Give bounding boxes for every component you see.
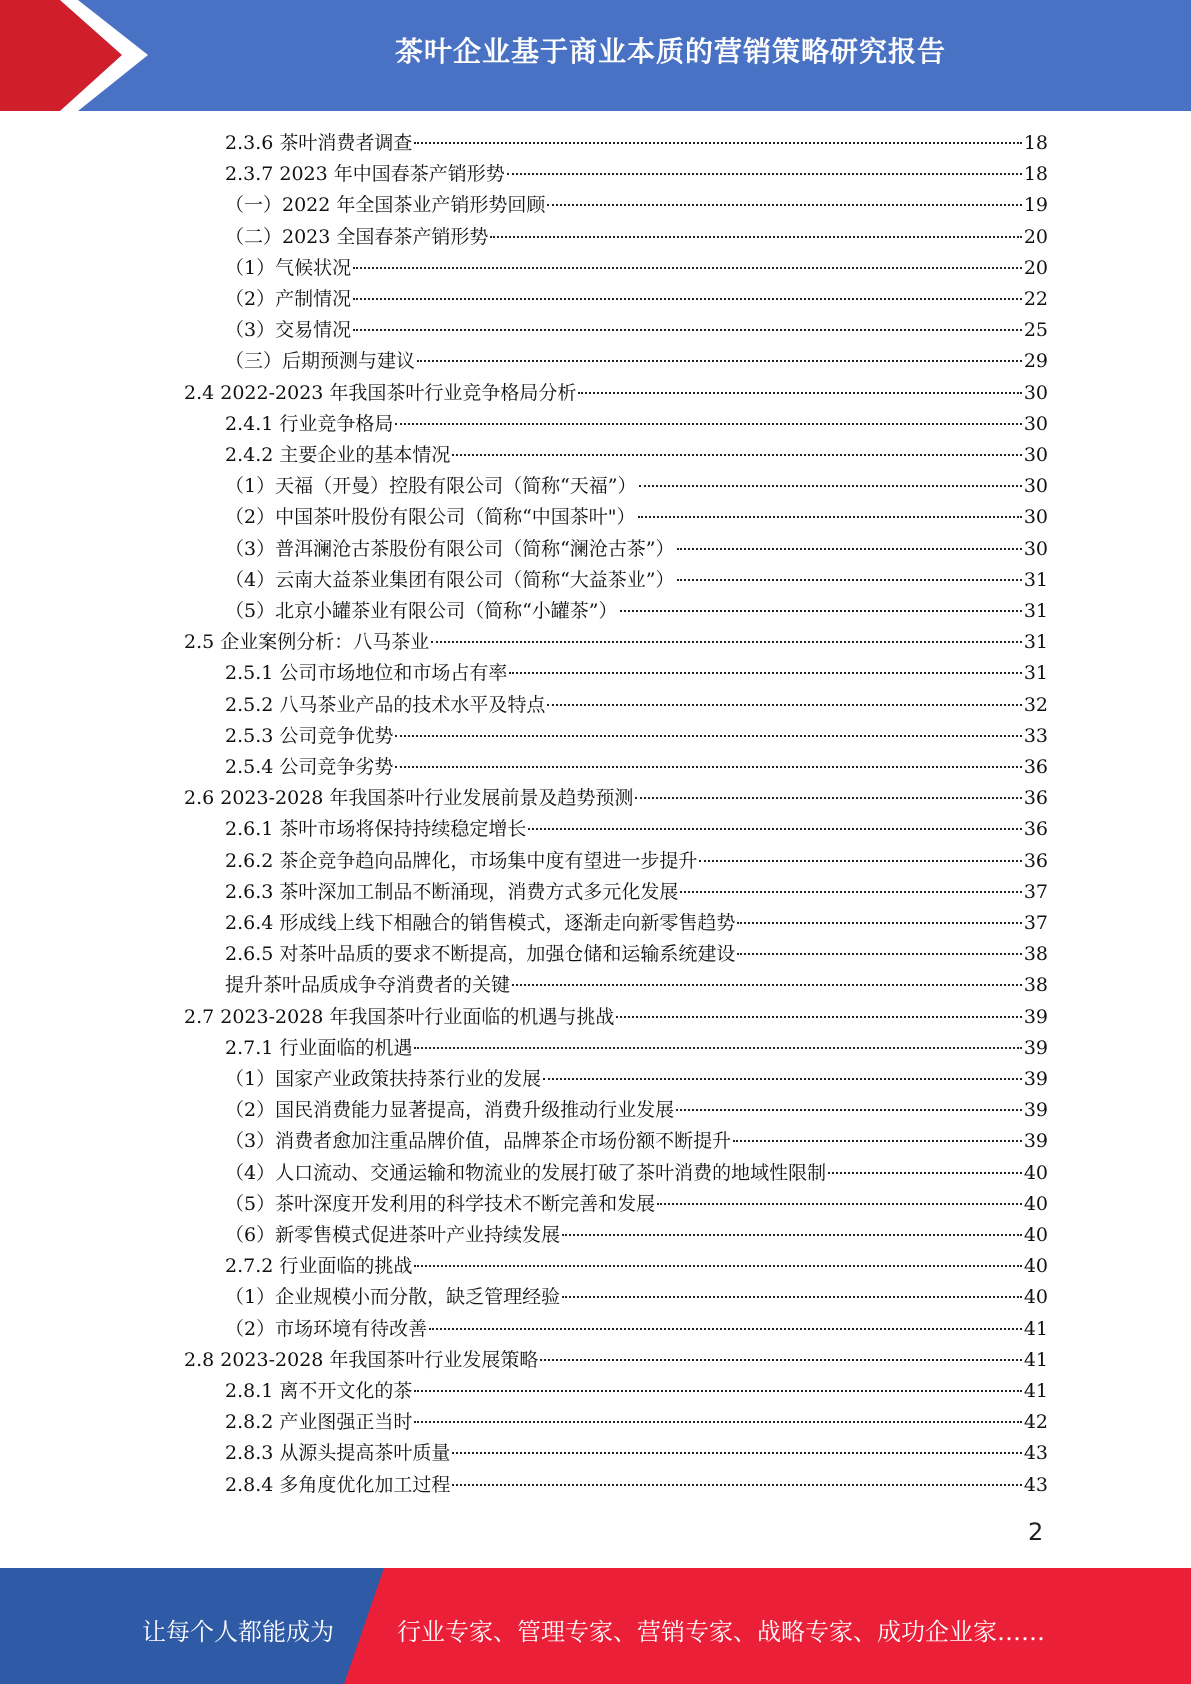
toc-entry-title: （3）消费者愈加注重品牌价值，品牌茶企市场份额不断提升	[225, 1130, 732, 1153]
toc-entry-page: 20	[1023, 256, 1048, 279]
toc-dot-leader	[414, 1265, 1021, 1267]
toc-dot-leader	[414, 1390, 1021, 1392]
toc-entry-page: 31	[1023, 600, 1048, 622]
toc-dot-leader	[616, 1016, 1021, 1018]
toc-entry-page: 40	[1023, 1286, 1048, 1309]
toc-entry[interactable]	[225, 222, 1048, 253]
toc-entry-title: 2.7 2023-2028 年我国茶叶行业面临的机遇与挑战	[184, 1005, 615, 1028]
toc-entry-page: 43	[1023, 1442, 1048, 1465]
toc-entry[interactable]	[225, 1314, 1048, 1345]
toc-entry-page: 33	[1023, 724, 1048, 747]
toc-dot-leader	[547, 704, 1021, 706]
toc-entry-title: 2.8 2023-2028 年我国茶叶行业发展策略	[184, 1348, 539, 1371]
toc-dot-leader	[507, 173, 1022, 175]
toc-entry-title: 2.6.4 形成线上线下相融合的销售模式，逐渐走向新零售趋势	[225, 912, 736, 934]
toc-entry[interactable]	[225, 409, 1048, 440]
toc-entry[interactable]	[225, 658, 1048, 689]
document-title: 茶叶企业基于商业本质的营销策略研究报告	[394, 35, 946, 68]
toc-entry[interactable]	[225, 1376, 1048, 1407]
toc-dot-leader	[452, 1484, 1021, 1486]
toc-dot-leader	[353, 267, 1022, 269]
toc-dot-leader	[490, 236, 1021, 238]
toc-dot-leader	[737, 922, 1021, 924]
toc-entry-title: （6）新零售模式促进茶叶产业持续发展	[225, 1224, 561, 1246]
toc-entry-title: 2.4.1 行业竞争格局	[225, 412, 394, 435]
toc-entry[interactable]	[225, 253, 1048, 284]
footer-slogan-right: 行业专家、管理专家、营销专家、战略专家、成功企业家……	[397, 1618, 1045, 1646]
toc-entry-page: 25	[1023, 319, 1048, 342]
toc-entry-title: 2.8.1 离不开文化的茶	[225, 1380, 413, 1402]
toc-entry-page: 36	[1023, 756, 1048, 778]
toc-entry-title: （4）云南大益茶业集团有限公司（简称“大益茶业”）	[225, 568, 675, 591]
toc-dot-leader	[562, 1234, 1022, 1236]
toc-entry[interactable]	[184, 378, 1048, 409]
toc-entry-title: 2.6 2023-2028 年我国茶叶行业发展前景及趋势预测	[184, 787, 634, 810]
toc-dot-leader	[639, 485, 1022, 487]
toc-dot-leader	[547, 204, 1021, 206]
toc-entry-page: 39	[1023, 1005, 1048, 1028]
toc-entry[interactable]	[225, 877, 1048, 908]
toc-entry-page: 37	[1023, 912, 1048, 934]
toc-entry-page: 42	[1023, 1411, 1048, 1434]
toc-entry-title: （2）市场环境有待改善	[225, 1317, 428, 1340]
toc-entry-title: 2.4.2 主要企业的基本情况	[225, 444, 451, 466]
toc-entry[interactable]	[225, 502, 1048, 533]
toc-entry-page: 30	[1023, 381, 1048, 404]
toc-entry-title: （3）普洱澜沧古茶股份有限公司（简称“澜沧古茶”）	[225, 537, 675, 560]
toc-entry[interactable]	[184, 783, 1048, 814]
toc-dot-leader	[431, 641, 1022, 643]
toc-entry[interactable]	[225, 1189, 1048, 1220]
page-footer	[0, 1568, 1191, 1684]
toc-entry-page: 18	[1023, 132, 1048, 154]
toc-entry[interactable]	[225, 128, 1048, 159]
toc-entry[interactable]	[225, 346, 1048, 377]
toc-entry[interactable]	[225, 596, 1048, 627]
toc-entry-page: 40	[1023, 1161, 1048, 1184]
toc-entry[interactable]	[225, 939, 1048, 970]
toc-entry[interactable]	[225, 1126, 1048, 1157]
toc-entry[interactable]	[225, 534, 1048, 565]
toc-entry-title: （2）国民消费能力显著提高，消费升级推动行业发展	[225, 1099, 675, 1122]
toc-dot-leader	[676, 1109, 1022, 1111]
toc-entry-page: 18	[1023, 163, 1048, 186]
toc-entry-title: （三）后期预测与建议	[225, 350, 416, 373]
toc-entry-page: 30	[1023, 506, 1048, 529]
toc-entry-title: （1）气候状况	[225, 256, 352, 279]
toc-entry[interactable]	[225, 752, 1048, 783]
toc-dot-leader	[417, 360, 1022, 362]
toc-entry-title: 2.7.2 行业面临的挑战	[225, 1255, 413, 1278]
toc-entry-page: 40	[1023, 1255, 1048, 1278]
toc-dot-leader	[562, 1296, 1022, 1298]
toc-entry-page: 31	[1023, 568, 1048, 591]
toc-dot-leader	[733, 1140, 1022, 1142]
toc-entry-page: 41	[1023, 1348, 1048, 1371]
toc-entry-title: （一）2022 年全国茶业产销形势回顾	[225, 194, 546, 217]
toc-entry-page: 41	[1023, 1380, 1048, 1402]
toc-dot-leader	[414, 1421, 1021, 1423]
toc-entry-page: 30	[1023, 475, 1048, 498]
toc-entry-title: （5）茶叶深度开发利用的科学技术不断完善和发展	[225, 1192, 656, 1215]
toc-dot-leader	[414, 1047, 1021, 1049]
toc-entry-page: 19	[1023, 194, 1048, 217]
toc-entry[interactable]	[225, 970, 1048, 1001]
toc-entry-page: 30	[1023, 412, 1048, 435]
toc-entry-page: 36	[1023, 818, 1048, 841]
toc-dot-leader	[638, 516, 1022, 518]
toc-entry-title: （2）产制情况	[225, 288, 352, 310]
toc-dot-leader	[353, 298, 1022, 300]
toc-entry-title: 2.8.3 从源头提高茶叶质量	[225, 1442, 451, 1465]
toc-entry-title: （1）国家产业政策扶持茶行业的发展	[225, 1068, 542, 1090]
toc-entry-title: 2.5.1 公司市场地位和市场占有率	[225, 662, 508, 685]
toc-entry-title: 2.5.2 八马茶业产品的技术水平及特点	[225, 693, 546, 716]
toc-entry-title: 2.5.3 公司竞争优势	[225, 724, 394, 747]
toc-entry-title: 2.8.2 产业图强正当时	[225, 1411, 413, 1434]
toc-entry[interactable]	[225, 1407, 1048, 1438]
toc-dot-leader	[635, 797, 1021, 799]
toc-entry[interactable]	[225, 814, 1048, 845]
toc-entry[interactable]	[225, 1470, 1048, 1501]
toc-dot-leader	[657, 1203, 1022, 1205]
toc-entry[interactable]	[225, 1220, 1048, 1251]
toc-entry-title: 2.6.3 茶叶深加工制品不断涌现，消费方式多元化发展	[225, 880, 679, 903]
toc-dot-leader	[452, 1452, 1021, 1454]
toc-entry-title: 2.8.4 多角度优化加工过程	[225, 1473, 451, 1496]
toc-dot-leader	[353, 329, 1022, 331]
toc-entry-page: 37	[1023, 880, 1048, 903]
toc-entry[interactable]	[225, 190, 1048, 221]
toc-dot-leader	[395, 735, 1021, 737]
toc-entry[interactable]	[225, 1033, 1048, 1064]
toc-dot-leader	[828, 1172, 1022, 1174]
toc-entry[interactable]	[225, 565, 1048, 596]
page-header	[0, 0, 1191, 111]
toc-entry-title: 2.5.4 公司竞争劣势	[225, 756, 394, 778]
toc-entry[interactable]	[225, 1438, 1048, 1469]
toc-dot-leader	[540, 1359, 1021, 1361]
toc-entry[interactable]	[225, 1282, 1048, 1313]
toc-entry[interactable]	[225, 1251, 1048, 1282]
toc-entry[interactable]	[225, 846, 1048, 877]
page-number: 2	[1028, 1518, 1044, 1546]
toc-entry-title: 2.7.1 行业面临的机遇	[225, 1036, 413, 1059]
toc-dot-leader	[699, 860, 1021, 862]
toc-entry-title: 2.5 企业案例分析：八马茶业	[184, 631, 430, 654]
toc-entry[interactable]	[184, 1002, 1048, 1033]
toc-dot-leader	[429, 1328, 1022, 1330]
toc-dot-leader	[395, 766, 1021, 768]
toc-entry-page: 36	[1023, 787, 1048, 810]
toc-entry-title: （2）中国茶叶股份有限公司（简称“中国茶叶"）	[225, 506, 636, 529]
toc-entry[interactable]	[225, 471, 1048, 502]
toc-dot-leader	[737, 953, 1021, 955]
toc-entry[interactable]	[184, 1345, 1048, 1376]
toc-entry-title: （1）天福（开曼）控股有限公司（简称“天福”）	[225, 475, 637, 498]
toc-entry-page: 39	[1023, 1130, 1048, 1153]
toc-entry-page: 32	[1023, 693, 1048, 716]
toc-dot-leader	[578, 392, 1021, 394]
toc-entry-page: 40	[1023, 1192, 1048, 1215]
toc-entry-title: （3）交易情况	[225, 319, 352, 342]
toc-entry[interactable]	[225, 1158, 1048, 1189]
toc-entry-page: 43	[1023, 1473, 1048, 1496]
toc-entry[interactable]	[225, 284, 1048, 315]
toc-dot-leader	[509, 672, 1021, 674]
toc-entry[interactable]	[184, 627, 1048, 658]
toc-entry-page: 31	[1023, 631, 1048, 654]
toc-dot-leader	[395, 423, 1021, 425]
toc-entry-page: 40	[1023, 1224, 1048, 1246]
toc-dot-leader	[677, 548, 1022, 550]
toc-entry-title: 提升茶叶品质成争夺消费者的关键	[225, 974, 511, 997]
toc-entry-page: 31	[1023, 662, 1048, 685]
toc-entry-title: （5）北京小罐茶业有限公司（简称“小罐茶”）	[225, 600, 618, 622]
toc-entry-page: 39	[1023, 1068, 1048, 1090]
toc-entry-title: （二）2023 全国春茶产销形势	[225, 225, 489, 248]
toc-entry-title: 2.6.1 茶叶市场将保持持续稳定增长	[225, 818, 527, 841]
toc-entry-page: 30	[1023, 537, 1048, 560]
toc-dot-leader	[543, 1078, 1022, 1080]
toc-entry[interactable]	[225, 315, 1048, 346]
toc-dot-leader	[680, 891, 1021, 893]
toc-entry[interactable]	[225, 159, 1048, 190]
toc-entry-page: 39	[1023, 1099, 1048, 1122]
toc-entry-title: 2.3.6 茶叶消费者调查	[225, 132, 413, 154]
toc-dot-leader	[414, 142, 1021, 144]
toc-dot-leader	[677, 579, 1022, 581]
toc-entry-page: 22	[1023, 288, 1048, 310]
toc-entry-page: 30	[1023, 444, 1048, 466]
toc-entry[interactable]	[225, 440, 1048, 471]
toc-entry-title: 2.4 2022-2023 年我国茶叶行业竞争格局分析	[184, 381, 577, 404]
toc-entry-title: （1）企业规模小而分散，缺乏管理经验	[225, 1286, 561, 1309]
toc-entry-page: 36	[1023, 849, 1048, 872]
toc-entry-page: 38	[1023, 974, 1048, 997]
toc-entry[interactable]	[225, 721, 1048, 752]
toc-entry[interactable]	[225, 1095, 1048, 1126]
toc-dot-leader	[528, 828, 1021, 830]
toc-dot-leader	[620, 610, 1022, 612]
toc-entry-page: 41	[1023, 1317, 1048, 1340]
toc-entry-page: 39	[1023, 1036, 1048, 1059]
toc-entry-page: 29	[1023, 350, 1048, 373]
toc-entry-page: 20	[1023, 225, 1048, 248]
toc-dot-leader	[452, 454, 1021, 456]
toc-entry-title: （4）人口流动、交通运输和物流业的发展打破了茶叶消费的地域性限制	[225, 1161, 827, 1184]
toc-entry-title: 2.3.7 2023 年中国春茶产销形势	[225, 163, 505, 186]
toc-entry[interactable]	[225, 690, 1048, 721]
footer-slogan-left: 让每个人都能成为	[142, 1618, 334, 1646]
toc-entry-title: 2.6.2 茶企竞争趋向品牌化，市场集中度有望进一步提升	[225, 849, 698, 872]
toc-entry-title: 2.6.5 对茶叶品质的要求不断提高，加强仓储和运输系统建设	[225, 943, 736, 966]
toc-entry-page: 38	[1023, 943, 1048, 966]
toc-dot-leader	[512, 984, 1022, 986]
toc-entry[interactable]	[225, 908, 1048, 939]
toc-entry[interactable]	[225, 1064, 1048, 1095]
